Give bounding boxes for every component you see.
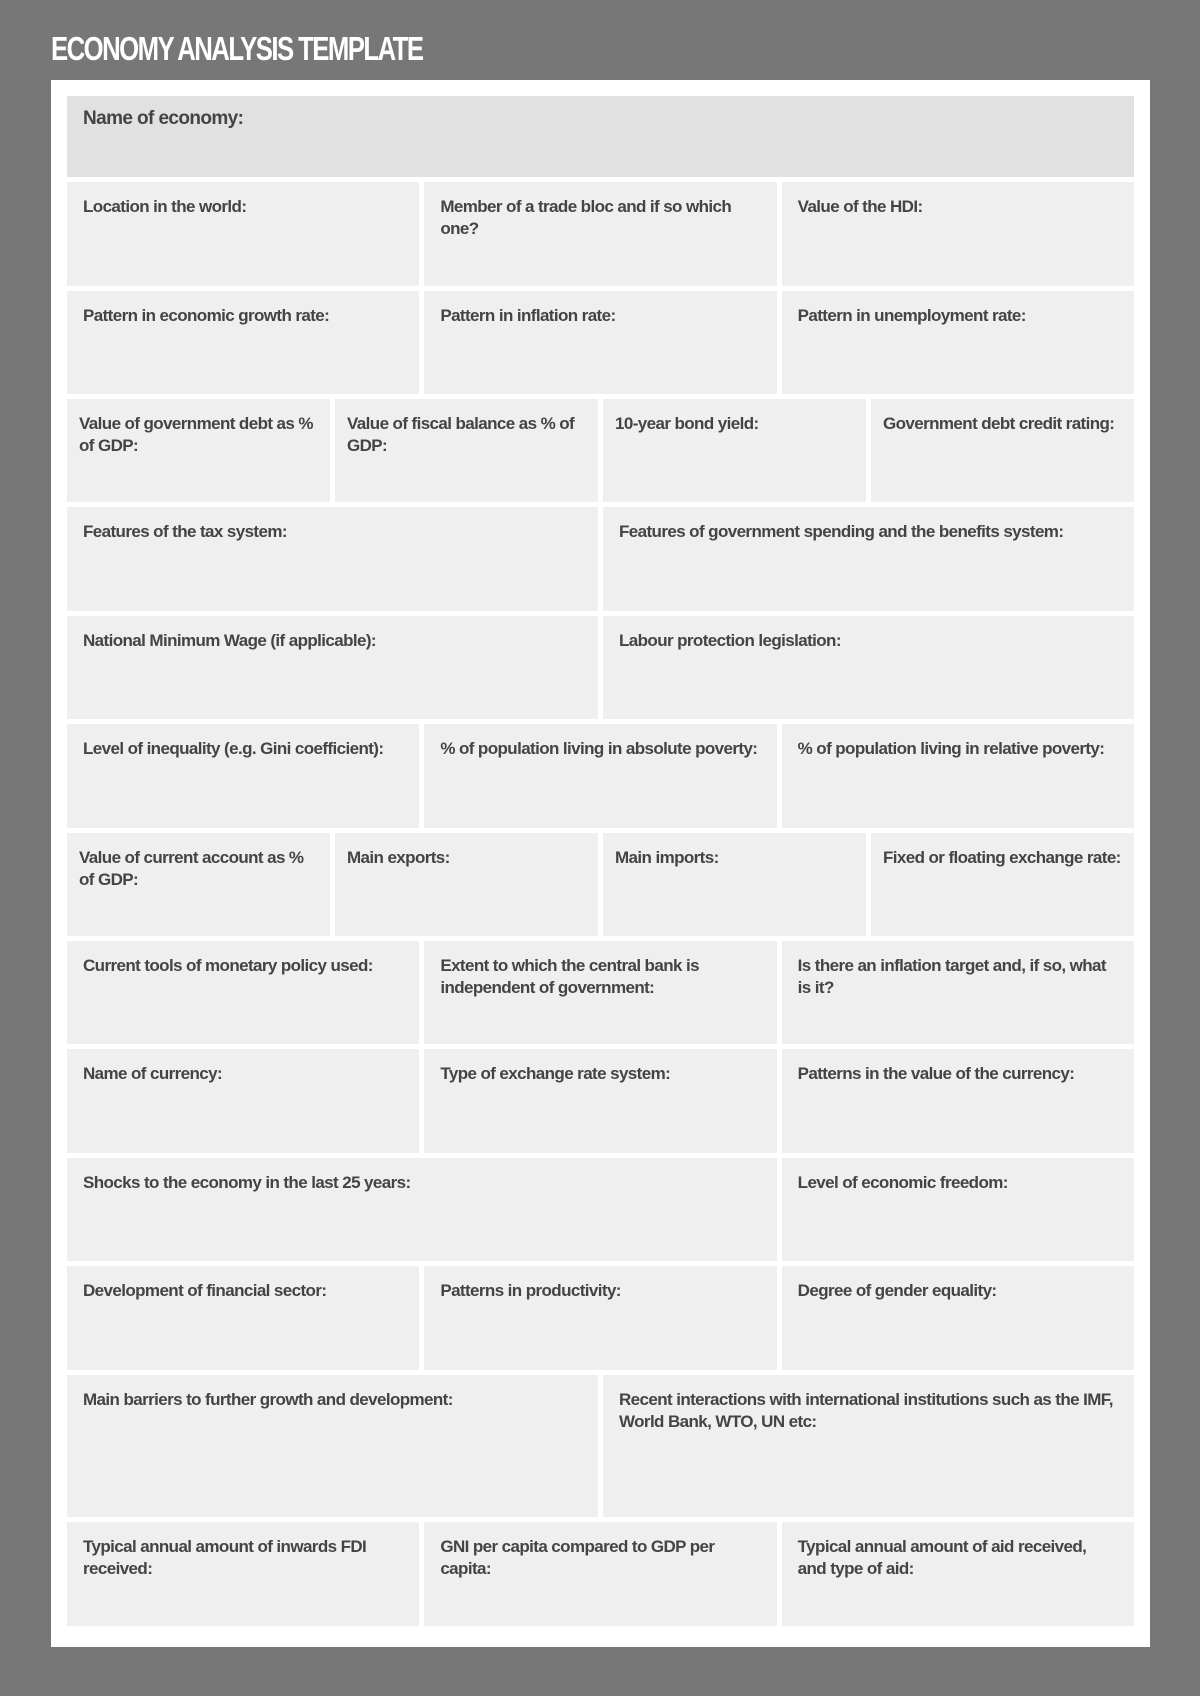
template-grid [67,96,1134,1626]
gni-vs-gdp-field[interactable]: GNI per capita compared to GDP per capita: [424,1522,776,1626]
main-exports-field[interactable]: Main exports: [335,833,598,936]
growth-rate-field[interactable]: Pattern in economic growth rate: [67,291,419,394]
row-10 [67,1158,1134,1261]
row-2 [67,291,1134,394]
fiscal-balance-field[interactable]: Value of fiscal balance as % of GDP: [335,399,598,502]
credit-rating-field[interactable]: Government debt credit rating: [871,399,1134,502]
row-7 [67,833,1134,936]
unemployment-rate-field[interactable]: Pattern in unemployment rate: [782,291,1134,394]
absolute-poverty-field[interactable]: % of population living in absolute poverty: [424,724,776,828]
tax-system-field[interactable]: Features of the tax system: [67,507,598,611]
government-spending-field[interactable]: Features of government spending and the benefits system: [603,507,1134,611]
row-6 [67,724,1134,828]
name-of-economy-field[interactable]: Name of economy: [67,96,1134,177]
row-4 [67,507,1134,611]
gender-equality-field[interactable]: Degree of gender equality: [782,1266,1134,1370]
row-13 [67,1522,1134,1626]
inwards-fdi-field[interactable]: Typical annual amount of inwards FDI received: [67,1522,419,1626]
row-11 [67,1266,1134,1370]
monetary-policy-field[interactable]: Current tools of monetary policy used: [67,941,419,1044]
hdi-field[interactable]: Value of the HDI: [782,182,1134,286]
financial-sector-field[interactable]: Development of financial sector: [67,1266,419,1370]
row-9 [67,1049,1134,1153]
aid-received-field[interactable]: Typical annual amount of aid received, and type of aid: [782,1522,1134,1626]
row-12 [67,1375,1134,1517]
template-sheet [51,80,1150,1647]
row-1 [67,182,1134,286]
inequality-field[interactable]: Level of inequality (e.g. Gini coefficient): [67,724,419,828]
main-imports-field[interactable]: Main imports: [603,833,866,936]
currency-name-field[interactable]: Name of currency: [67,1049,419,1153]
inflation-target-field[interactable]: Is there an inflation target and, if so, what is it? [782,941,1134,1044]
current-account-field[interactable]: Value of current account as % of GDP: [67,833,330,936]
row-5 [67,616,1134,719]
international-institutions-field[interactable]: Recent interactions with international institutions such as the IMF, World Bank, WTO, UN etc: [603,1375,1134,1517]
location-field[interactable]: Location in the world: [67,182,419,286]
currency-value-field[interactable]: Patterns in the value of the currency: [782,1049,1134,1153]
exchange-rate-system-field[interactable]: Type of exchange rate system: [424,1049,776,1153]
economic-freedom-field[interactable]: Level of economic freedom: [782,1158,1134,1261]
row-header [67,96,1134,177]
exchange-rate-type-field[interactable]: Fixed or floating exchange rate: [871,833,1134,936]
minimum-wage-field[interactable]: National Minimum Wage (if applicable): [67,616,598,719]
inflation-rate-field[interactable]: Pattern in inflation rate: [424,291,776,394]
central-bank-independence-field[interactable]: Extent to which the central bank is independent of government: [424,941,776,1044]
growth-barriers-field[interactable]: Main barriers to further growth and development: [67,1375,598,1517]
trade-bloc-field[interactable]: Member of a trade bloc and if so which one? [424,182,776,286]
productivity-field[interactable]: Patterns in productivity: [424,1266,776,1370]
bond-yield-field[interactable]: 10-year bond yield: [603,399,866,502]
relative-poverty-field[interactable]: % of population living in relative poverty: [782,724,1134,828]
row-8 [67,941,1134,1044]
government-debt-field[interactable]: Value of government debt as % of GDP: [67,399,330,502]
row-3 [67,399,1134,502]
labour-protection-field[interactable]: Labour protection legislation: [603,616,1134,719]
economic-shocks-field[interactable]: Shocks to the economy in the last 25 years: [67,1158,777,1261]
page-title: ECONOMY ANALYSIS TEMPLATE [51,30,423,67]
